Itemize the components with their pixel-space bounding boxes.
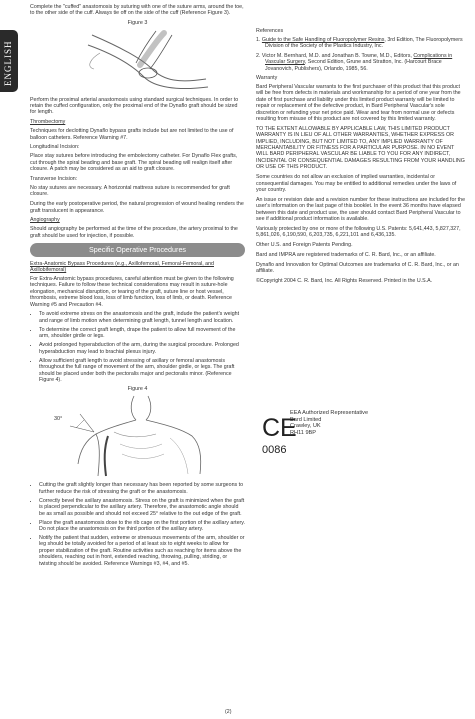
list-item: • Allow sufficient graft length to avoid stressing of axillary or femoral anastomosis throughout the full range of movement of the arm, shoulder girdle, or legs. The graft should be placed under both the pectoralis major and pectoralis minor. (Reference Figure 4). xyxy=(39,358,245,384)
cuffed-anastomosis-text: Complete the "cuffed" anastomosis by suturing with one of the suture arms, around the toe, to the other side of the cuff. Always tie off on the side of the cuff (Reference Figure 3). xyxy=(30,4,244,17)
reference-detail: , Second Edition, Grune and Stratton, Inc. (Harcourt Brace Jovanovich, Publishers), Orlando, 1985, 56. xyxy=(265,59,442,72)
trademarks-text-2: Dynaflo and Innovation for Optimal Outcomes are trademarks of C. R. Bard, Inc., or an affiliate. xyxy=(256,261,459,274)
figure-4-angle-label: 30° xyxy=(54,416,63,423)
trademarks-text: Bard and IMPRA are registered trademarks of C. R. Bard, Inc., or an affiliate. xyxy=(256,251,436,258)
reference-item xyxy=(256,53,466,72)
ce-symbol: CE xyxy=(262,414,297,442)
copyright-text: ©Copyright 2004 C. R. Bard, Inc. All Rights Reserved. Printed in the U.S.A. xyxy=(256,277,433,284)
thrombectomy-text: Techniques for declotting Dynaflo bypass grafts include but are not limited to the use of balloon catheters. Reference Warning #7. xyxy=(30,128,234,141)
reference-authors: Victor M. Bernhard, M.D. and Jonathan B. Towne, M.D., Editors, xyxy=(261,52,414,59)
reference-number: 1. xyxy=(256,37,261,43)
list-item: • To determine the correct graft length, drape the patient to allow full movement of the arm, shoulder girdle or legs. xyxy=(39,327,245,340)
warranty-heading: Warranty xyxy=(256,75,278,82)
angiography-heading: Angiography xyxy=(30,217,60,224)
transverse-incision-text: No stay sutures are necessary. A horizontal mattress suture is recommended for graft closure. xyxy=(30,185,230,198)
reference-number: 2. xyxy=(256,52,261,59)
countries-text: Some countries do not allow an exclusion of implied warranties, incidental or consequential damages. You may be entitled to additional remedies under the laws of your country. xyxy=(256,174,457,193)
reference-detail: , 3rd Edition, The Fluoropolymers Division of the Society of the Plastics Industry, Inc. xyxy=(265,37,463,50)
left-column xyxy=(30,4,245,570)
extra-anatomic-heading: Extra-Anatomic Bypass Procedures (e.g., Axillofemoral, Femoral-Femoral, and Axillobifemoral) xyxy=(30,260,214,274)
figure-3-caption: Figure 3 xyxy=(127,20,148,27)
figure-4-drawing xyxy=(30,394,245,478)
representative-city: Crawley, UK xyxy=(290,423,321,429)
list-item: • Notify the patient that sudden, extreme or strenuous movements of the arm, shoulder or leg should be totally avoided for a period of at least six to eight weeks to allow for proper stabilization of the graft. Routine activities such as reaching for items above the shoulders, reaching out in front, extended reaching, throwing, pulling, striding, or twisting should be avoided. Reference Warnings #3, #4, and #5. xyxy=(39,535,245,567)
technique-list xyxy=(30,311,245,383)
patents-text: Variously protected by one or more of the following U.S. Patents: 5,641,443, 5,827,327, 5,861,026, 6,190,590, 6,203,735, 6,221,101 and 6,436,135. xyxy=(256,225,461,239)
language-tab xyxy=(0,30,18,92)
representative-title: EEA Authorized Representative xyxy=(290,410,369,416)
foreign-patents-text: Other U.S. and Foreign Patents Pending. xyxy=(256,241,353,248)
postoperative-text: During the early postoperative period, the natural progression of wound healing renders the graft translucent in appearance. xyxy=(30,201,244,214)
extra-anatomic-text: For Extra-Anatomic bypass procedures, careful attention must be given to the following techniques. Failure to follow these technical considerations may result in suture-hole elongation, mechanical disruption, or tearing of the graft, suture line or host vessel, thrombosis, extreme blood loss, loss of limb function, loss of limb, or death. Reference Warning #5 and Precaution #4. xyxy=(30,276,234,308)
list-item: • To avoid extreme stress on the anastomosis and the graft, indude the patient's weight and range of limb motion when determining graft length, tunnel length and location. xyxy=(39,311,245,324)
eu-representative xyxy=(290,410,440,436)
proximal-anastomosis-text: Perform the proximal arterial anastomosis using standard surgical techniques. In order to retain the cuffed configuration, only the proximal end of the Dynaflo graft should be sized for length. xyxy=(30,96,239,116)
thrombectomy-heading: Thrombectomy xyxy=(30,119,66,126)
figure-3-illustration xyxy=(30,29,245,93)
representative-name: Bard Limited xyxy=(290,416,322,423)
list-item: • Place the graft anastomosis dose to the rib cage on the first portion of the axillary artery. Do not place the anastomosis on the third portion of the axillary artery. xyxy=(39,520,245,533)
figure-4-caption: Figure 4 xyxy=(127,385,148,392)
warranty-disclaimer: TO THE EXTENT ALLOWABLE BY APPLICABLE LAW, THIS LIMITED PRODUCT WARRANTY IS IN LIEU OF ALL OTHER WARRANTIES, WHETHER EXPRESS OR IMPLIED, INCLUDING, BUT NOT LIMITED TO, ANY IMPLIED WARRANTY OF MERCHANTABILITY OR FITNESS FOR A PARTICULAR PURPOSE. IN NO EVENT WILL BARD PERIPHERAL VASCULAR BE LIABLE TO YOU FOR ANY INDIRECT, INCIDENTAL OR CONSEQUENTIAL DAMAGES RESULTING FROM YOUR HANDLING OR USE OF THIS PRODUCT. xyxy=(256,125,465,171)
warranty-text: Bard Peripheral Vascular warrants to the first purchaser of this product that this product will be free from defects in materials and workmanship for a period of one year from the date of first purchase and liability under this limited product warranty will be limited to repair or replacement of the defective product, in Bard Peripheral Vascular's sole discretion or refunding your net price paid. Wear and tear from normal use or defects resulting from misuse of this product are not covered by this limited warranty. xyxy=(256,84,461,123)
references-heading: References xyxy=(256,28,284,34)
longitudinal-incision-heading: Longitudinal Incision: xyxy=(30,144,80,151)
list-item: • Correctly bevel the axillary anastomosis. Stress on the graft is minimized when the graft is placed perpendicular to the axillary artery. Therefore, the anastomotic angle should be as small as possible and should not exceed 25° relative to the out edge of the graft. xyxy=(39,498,245,517)
references-list xyxy=(256,37,466,72)
right-column xyxy=(256,28,466,288)
figure-4-illustration xyxy=(30,394,245,478)
angiography-text: Should angiography be performed at the time of the procedure, the artery proximal to the graft should be used for injection, if possible. xyxy=(30,226,238,239)
language-tab-label: ENGLISH xyxy=(3,40,13,86)
reference-title: Guide to the Safe Handling of Fluoropolymer Resins xyxy=(261,37,385,43)
section-banner: Specific Operative Procedures xyxy=(30,243,245,257)
recommendation-list xyxy=(30,482,245,567)
figure-3-drawing xyxy=(30,29,245,93)
transverse-incision-heading: Transverse Incision: xyxy=(30,176,78,183)
reference-title: Complications in Vascular Surgery xyxy=(265,52,453,66)
page-number: (2) xyxy=(225,709,232,715)
notified-body-number: 0086 xyxy=(262,444,287,456)
reference-item xyxy=(256,37,466,50)
longitudinal-incision-text: Place stay sutures before introducing the embolectomy catheter. For Dynaflo Flex grafts, cut through the spiral beading and base graft. The spiral beading will realign itself after closure. A patch may be considered as an aid to graft closure. xyxy=(30,153,238,173)
representative-postcode: RH11 9BP xyxy=(290,429,317,436)
list-item: • Avoid prolonged hyperabduction of the arm, during the surgical procedure. Prolonged hyperabduction may lead to brachial plexus injury. xyxy=(39,342,245,355)
list-item: • Cutting the graft slightly longer than necessary has been reported by some surgeons to further reduce the risk of stressing the graft or the anastomosis. xyxy=(39,482,245,495)
issue-date-text: An issue or revision date and a revision number for these instructions are included for the user's information on the last page of this booklet. In the event 36 months have elapsed between this date and product use, the user should contact Bard Peripheral Vascular to see if additional product information is available. xyxy=(256,196,466,222)
